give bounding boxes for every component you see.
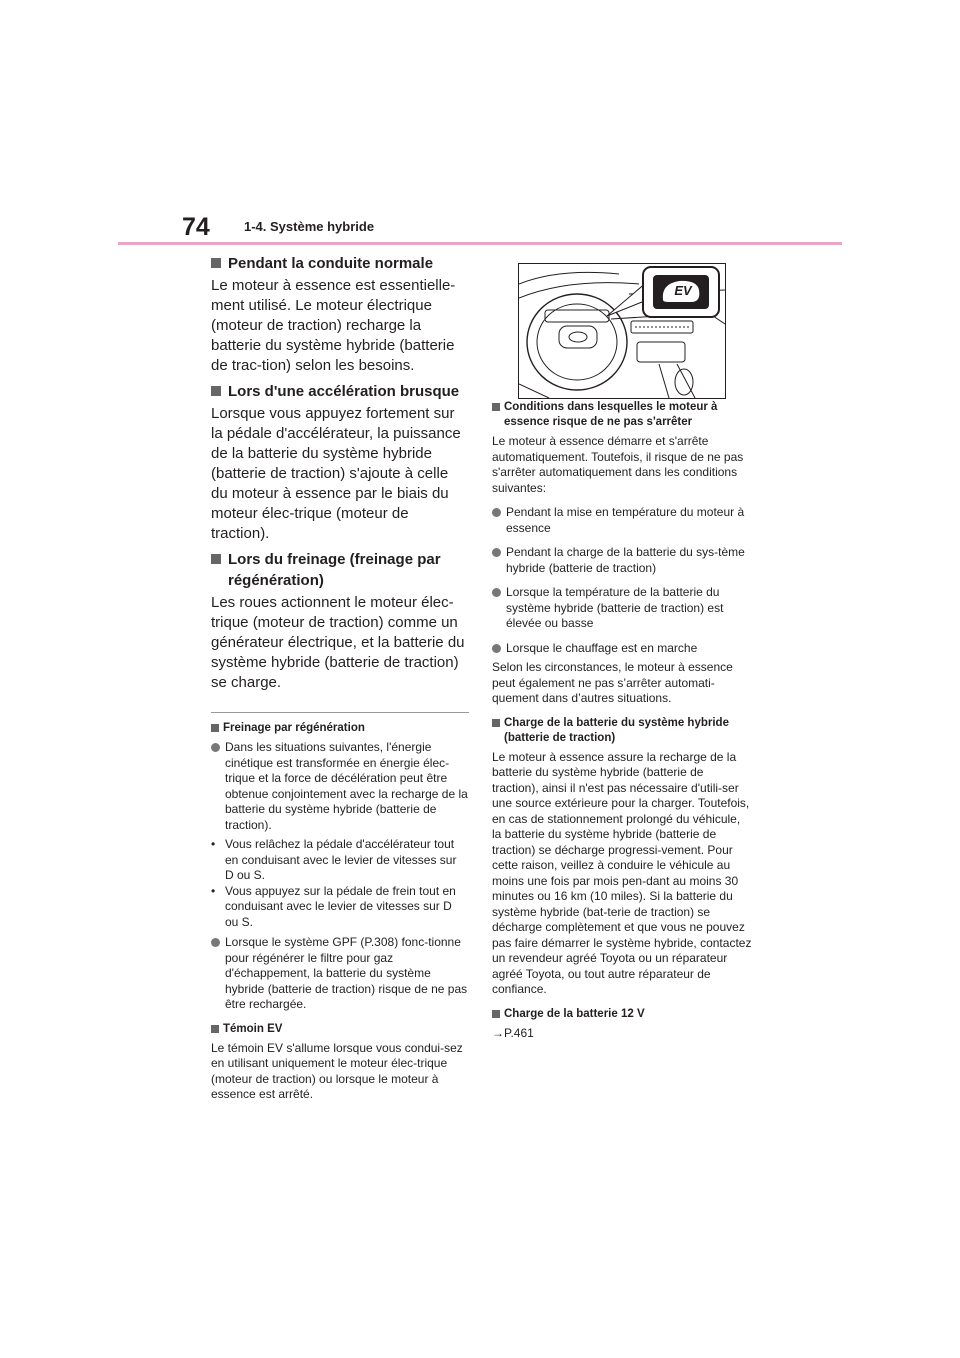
header-rule <box>118 242 842 245</box>
circle-bullet-icon <box>211 938 220 947</box>
circle-bullet-icon <box>492 644 501 653</box>
note-bullet <box>211 935 468 1013</box>
square-bullet-icon <box>492 1010 500 1018</box>
bullet-text: Pendant la mise en température du moteur à essence <box>506 505 745 535</box>
bullet-text: Dans les situations suivantes, l'énergie cinétique est transformée en énergie élec-trique et la force de décélération peut être obtenue conjointement avec la recharge de la batterie du système hybride (batterie de traction). <box>225 740 468 832</box>
heading-text: Lors du freinage (freinage par régénération) <box>228 551 441 589</box>
note-heading-text: Freinage par régénération <box>223 722 365 734</box>
circle-bullet-icon <box>492 548 501 557</box>
square-bullet-icon <box>492 719 500 727</box>
bullet-text: Lorsque le système GPF (P.308) fonc-tionne pour régénérer le filtre pour gaz d'échappement, la batterie du système hybride (batterie de traction) risque de ne pas être rechargée. <box>225 935 468 1011</box>
condition-bullet <box>492 545 752 576</box>
note-heading-engine-not-stopping <box>492 400 752 430</box>
note-heading-text: Témoin EV <box>223 1022 283 1035</box>
circle-bullet-icon <box>492 588 501 597</box>
note-heading-text: Charge de la batterie du système hybride (batterie de traction) <box>504 716 729 744</box>
left-column <box>211 253 468 1107</box>
right-column <box>492 400 752 1045</box>
circle-bullet-icon <box>492 508 501 517</box>
condition-bullet <box>492 641 752 657</box>
dashboard-illustration <box>518 263 726 399</box>
square-bullet-icon <box>211 724 219 732</box>
sub-bullet <box>211 884 468 931</box>
page-reference-link[interactable]: P.461 <box>504 1025 534 1040</box>
condition-bullet <box>492 505 752 536</box>
sub-bullet-text: Vous relâchez la pédale d'accélérateur tout en conduisant avec le levier de vitesses sur D ou S. <box>225 837 457 882</box>
page-number: 74 <box>182 213 210 241</box>
ev-indicator-text: EV <box>674 283 692 298</box>
square-bullet-icon <box>211 258 221 268</box>
condition-bullet <box>492 585 752 632</box>
paragraph-regenerative-braking: Les roues actionnent le moteur élec-trique (moteur de traction) comme un générateur électrique, et la batterie du système hybride (batterie de traction) se charge. <box>211 594 465 691</box>
paragraph-hybrid-battery-charge: Le moteur à essence assure la recharge de la batterie du système hybride (batterie de traction), ainsi il n'est pas nécessaire d'utili-ser une source extérieure pour la charger. Toutefois, en cas de stationnement prolongé du véhicule, la batterie du système hybride (batterie de traction) se décharge progressi-vement. Pour cette raison, veillez à conduire le véhicule au moins une fois par mois pen-dant au moins 30 minutes ou 16 km (10 miles). Si la batterie du système hybride (bat-terie de traction) se décharge complètement et que vous ne pouvez pas faire démarrer le système hybride, contactez un revendeur agréé Toyota ou un réparateur agréé Toyota, ou tout autre réparateur de confiance. <box>492 749 752 996</box>
sub-bullet-mark: • <box>211 837 216 851</box>
heading-normal-driving <box>211 253 468 274</box>
heading-hard-acceleration <box>211 381 468 402</box>
paragraph-engine-not-stopping: Le moteur à essence démarre et s'arrête automatiquement. Toutefois, il risque de ne pas s'arrêter automatiquement dans les conditions suivantes: <box>492 434 744 495</box>
sub-bullet-text: Vous appuyez sur la pédale de frein tout en conduisant avec le levier de vitesses sur D ou S. <box>225 883 456 929</box>
bullet-text: Lorsque la température de la batterie du système hybride (batterie de traction) est élevée ou basse <box>506 585 724 630</box>
note-bullet <box>211 740 468 833</box>
note-heading-hybrid-battery-charge <box>492 716 752 746</box>
section-title: 1-4. Système hybride <box>244 219 375 234</box>
sub-bullet <box>211 837 468 884</box>
notes-divider <box>211 712 469 713</box>
arrow-right-icon: → <box>492 1025 504 1040</box>
page-reference <box>492 1026 752 1042</box>
square-bullet-icon <box>211 386 221 396</box>
note-heading-text: Conditions dans lesquelles le moteur à essence risque de ne pas s'arrêter <box>504 401 718 428</box>
note-heading-regenerative-braking <box>211 721 468 736</box>
note-heading-text: Charge de la batterie 12 V <box>504 1007 645 1020</box>
heading-regenerative-braking <box>211 549 468 591</box>
paragraph-other-situations: Selon les circonstances, le moteur à essence peut également ne pas s’arrêter automati-quement dans d’autres situations. <box>492 660 733 705</box>
square-bullet-icon <box>211 554 221 564</box>
square-bullet-icon <box>211 1025 219 1033</box>
note-heading-ev-indicator <box>211 1022 468 1037</box>
bullet-text: Lorsque le chauffage est en marche <box>506 640 698 655</box>
heading-text: Lors d'une accélération brusque <box>228 383 460 400</box>
paragraph-ev-indicator: Le témoin EV s'allume lorsque vous condui-sez en utilisant uniquement le moteur élec-trique (moteur de traction) ou lorsque le moteur à essence est arrêté. <box>211 1040 463 1101</box>
note-heading-12v-battery <box>492 1007 752 1022</box>
square-bullet-icon <box>492 403 500 411</box>
sub-bullet-mark: • <box>211 883 216 898</box>
circle-bullet-icon <box>211 743 220 752</box>
bullet-text: Pendant la charge de la batterie du sys-tème hybride (batterie de traction) <box>506 545 745 575</box>
heading-text: Pendant la conduite normale <box>228 255 434 272</box>
paragraph-hard-acceleration: Lorsque vous appuyez fortement sur la pédale d'accélérateur, la puissance de la batterie du système hybride (batterie de traction) s'ajoute à celle du moteur à essence par le biais du moteur élec-trique (moteur de traction). <box>211 405 461 542</box>
paragraph-normal-driving: Le moteur à essence est essentielle-ment utilisé. Le moteur électrique (moteur de traction) recharge la batterie du système hybride (batterie de trac-tion) selon les besoins. <box>211 277 456 374</box>
